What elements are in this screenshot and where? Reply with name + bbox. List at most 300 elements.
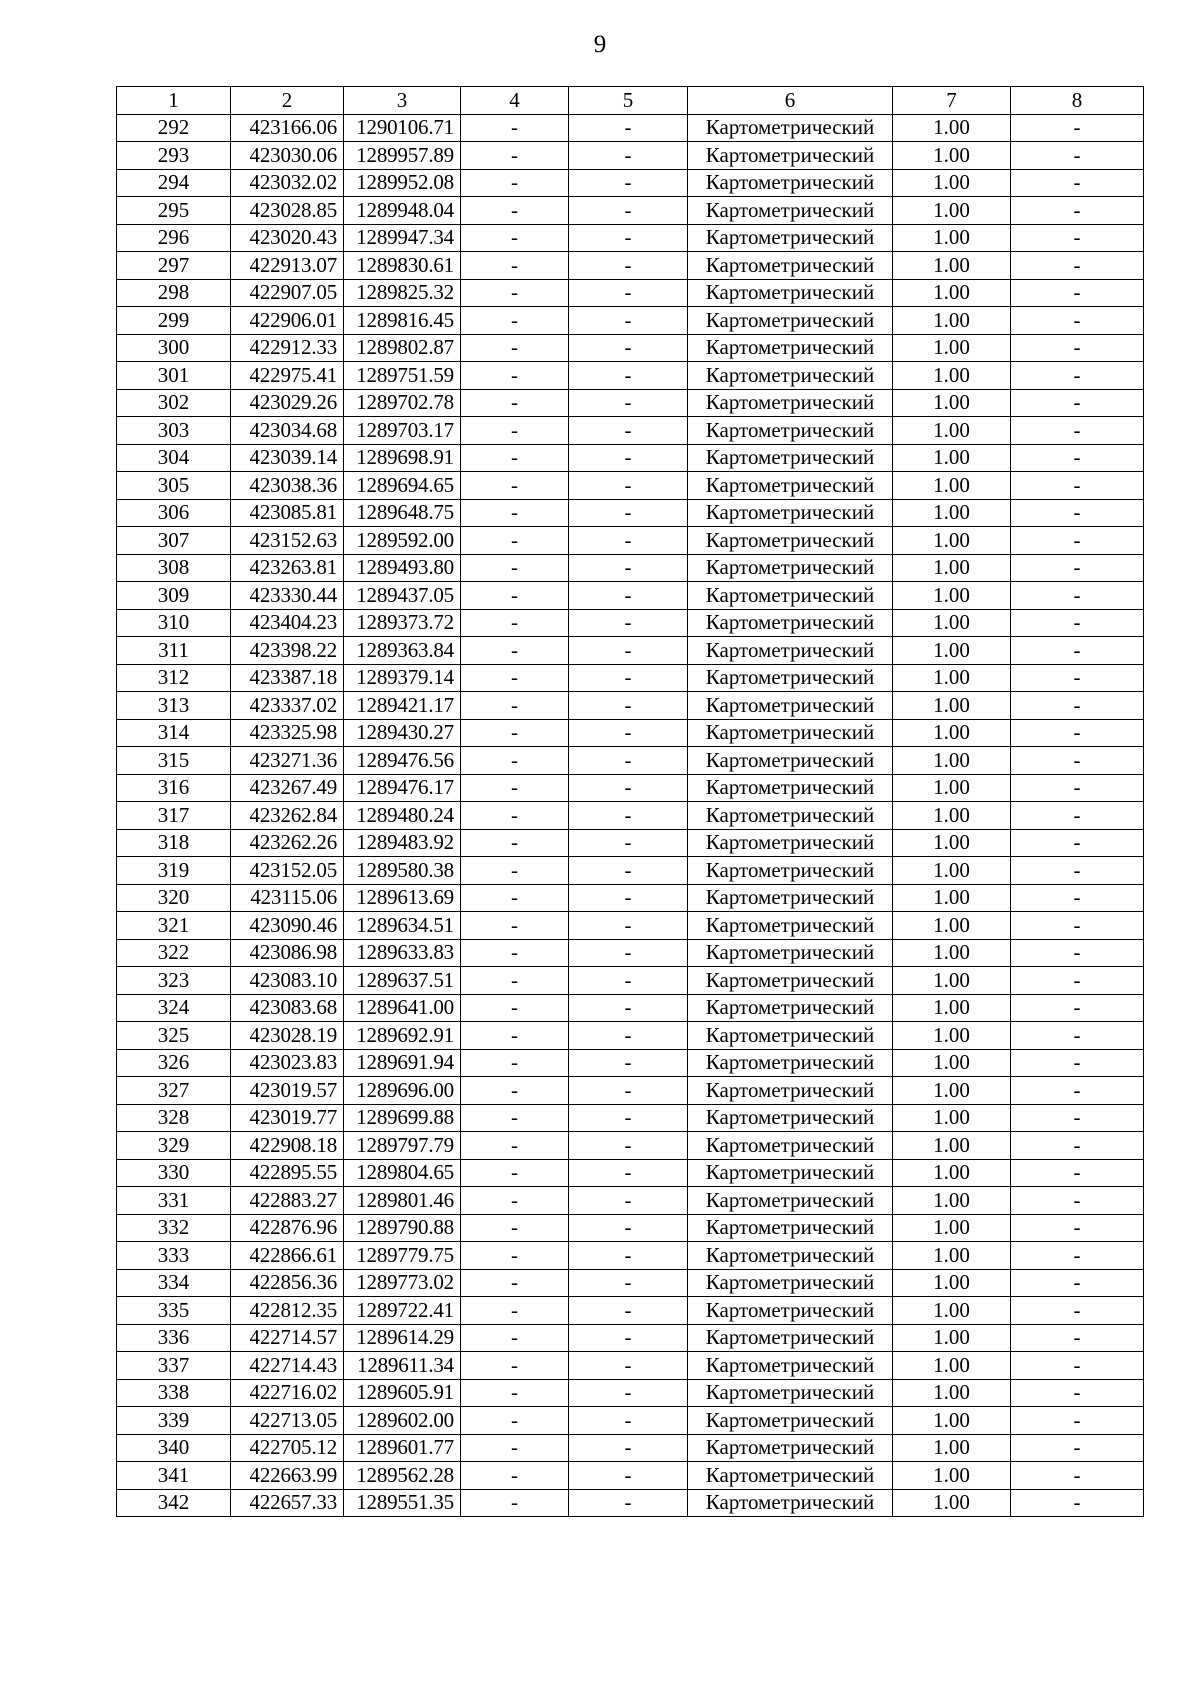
method-cell: Картометрический	[688, 334, 893, 362]
table-row	[117, 1187, 1144, 1215]
method-cell: Картометрический	[688, 857, 893, 885]
method-cell: Картометрический	[688, 637, 893, 665]
accuracy-cell: 1.00	[893, 1242, 1011, 1270]
col4-cell: -	[461, 1324, 569, 1352]
accuracy-cell: 1.00	[893, 774, 1011, 802]
col8-cell: -	[1011, 1077, 1144, 1105]
col8-cell: -	[1011, 1187, 1144, 1215]
col5-cell: -	[569, 857, 688, 885]
x-coordinate-cell: 422657.33	[231, 1489, 344, 1517]
x-coordinate-cell: 423330.44	[231, 582, 344, 610]
point-number-cell: 311	[117, 637, 231, 665]
col8-cell: -	[1011, 527, 1144, 555]
point-number-cell: 331	[117, 1187, 231, 1215]
col5-cell: -	[569, 252, 688, 280]
table-row	[117, 527, 1144, 555]
col4-cell: -	[461, 114, 569, 142]
x-coordinate-cell: 423034.68	[231, 417, 344, 445]
col5-cell: -	[569, 197, 688, 225]
table-row	[117, 802, 1144, 830]
accuracy-cell: 1.00	[893, 1379, 1011, 1407]
header-cell: 8	[1011, 87, 1144, 115]
x-coordinate-cell: 423019.77	[231, 1104, 344, 1132]
x-coordinate-cell: 423023.83	[231, 1049, 344, 1077]
y-coordinate-cell: 1289421.17	[344, 692, 461, 720]
col8-cell: -	[1011, 307, 1144, 335]
col8-cell: -	[1011, 334, 1144, 362]
method-cell: Картометрический	[688, 389, 893, 417]
table-row	[117, 1489, 1144, 1517]
col8-cell: -	[1011, 362, 1144, 390]
col8-cell: -	[1011, 197, 1144, 225]
table-row	[117, 334, 1144, 362]
point-number-cell: 314	[117, 719, 231, 747]
col5-cell: -	[569, 169, 688, 197]
col5-cell: -	[569, 719, 688, 747]
y-coordinate-cell: 1289613.69	[344, 884, 461, 912]
point-number-cell: 329	[117, 1132, 231, 1160]
x-coordinate-cell: 423029.26	[231, 389, 344, 417]
table-row	[117, 252, 1144, 280]
col5-cell: -	[569, 939, 688, 967]
point-number-cell: 330	[117, 1159, 231, 1187]
method-cell: Картометрический	[688, 1297, 893, 1325]
accuracy-cell: 1.00	[893, 1077, 1011, 1105]
x-coordinate-cell: 422866.61	[231, 1242, 344, 1270]
accuracy-cell: 1.00	[893, 527, 1011, 555]
y-coordinate-cell: 1289648.75	[344, 499, 461, 527]
y-coordinate-cell: 1289562.28	[344, 1462, 461, 1490]
col5-cell: -	[569, 307, 688, 335]
accuracy-cell: 1.00	[893, 444, 1011, 472]
accuracy-cell: 1.00	[893, 197, 1011, 225]
point-number-cell: 313	[117, 692, 231, 720]
accuracy-cell: 1.00	[893, 1132, 1011, 1160]
method-cell: Картометрический	[688, 362, 893, 390]
col4-cell: -	[461, 1379, 569, 1407]
header-cell: 5	[569, 87, 688, 115]
col8-cell: -	[1011, 1214, 1144, 1242]
col4-cell: -	[461, 967, 569, 995]
x-coordinate-cell: 422714.57	[231, 1324, 344, 1352]
point-number-cell: 292	[117, 114, 231, 142]
point-number-cell: 309	[117, 582, 231, 610]
col8-cell: -	[1011, 1352, 1144, 1380]
col5-cell: -	[569, 1297, 688, 1325]
method-cell: Картометрический	[688, 609, 893, 637]
method-cell: Картометрический	[688, 1214, 893, 1242]
col8-cell: -	[1011, 802, 1144, 830]
table-row	[117, 664, 1144, 692]
accuracy-cell: 1.00	[893, 1022, 1011, 1050]
x-coordinate-cell: 423030.06	[231, 142, 344, 170]
y-coordinate-cell: 1289602.00	[344, 1407, 461, 1435]
col4-cell: -	[461, 1049, 569, 1077]
x-coordinate-cell: 423152.05	[231, 857, 344, 885]
col8-cell: -	[1011, 747, 1144, 775]
table-row	[117, 609, 1144, 637]
method-cell: Картометрический	[688, 1022, 893, 1050]
col8-cell: -	[1011, 1242, 1144, 1270]
col5-cell: -	[569, 334, 688, 362]
point-number-cell: 337	[117, 1352, 231, 1380]
table-row	[117, 1022, 1144, 1050]
table-row	[117, 554, 1144, 582]
accuracy-cell: 1.00	[893, 114, 1011, 142]
y-coordinate-cell: 1289476.56	[344, 747, 461, 775]
col8-cell: -	[1011, 609, 1144, 637]
y-coordinate-cell: 1289804.65	[344, 1159, 461, 1187]
table-row	[117, 169, 1144, 197]
col4-cell: -	[461, 527, 569, 555]
accuracy-cell: 1.00	[893, 967, 1011, 995]
point-number-cell: 306	[117, 499, 231, 527]
y-coordinate-cell: 1289698.91	[344, 444, 461, 472]
x-coordinate-cell: 422908.18	[231, 1132, 344, 1160]
col5-cell: -	[569, 1132, 688, 1160]
method-cell: Картометрический	[688, 169, 893, 197]
method-cell: Картометрический	[688, 499, 893, 527]
col4-cell: -	[461, 334, 569, 362]
col5-cell: -	[569, 774, 688, 802]
y-coordinate-cell: 1289797.79	[344, 1132, 461, 1160]
col8-cell: -	[1011, 884, 1144, 912]
method-cell: Картометрический	[688, 912, 893, 940]
method-cell: Картометрический	[688, 1379, 893, 1407]
point-number-cell: 293	[117, 142, 231, 170]
method-cell: Картометрический	[688, 1187, 893, 1215]
accuracy-cell: 1.00	[893, 307, 1011, 335]
table-row	[117, 1297, 1144, 1325]
method-cell: Картометрический	[688, 1324, 893, 1352]
col8-cell: -	[1011, 169, 1144, 197]
x-coordinate-cell: 423271.36	[231, 747, 344, 775]
x-coordinate-cell: 422856.36	[231, 1269, 344, 1297]
col4-cell: -	[461, 1242, 569, 1270]
method-cell: Картометрический	[688, 472, 893, 500]
accuracy-cell: 1.00	[893, 1407, 1011, 1435]
point-number-cell: 294	[117, 169, 231, 197]
point-number-cell: 325	[117, 1022, 231, 1050]
col8-cell: -	[1011, 939, 1144, 967]
col8-cell: -	[1011, 472, 1144, 500]
col8-cell: -	[1011, 1159, 1144, 1187]
x-coordinate-cell: 422876.96	[231, 1214, 344, 1242]
col8-cell: -	[1011, 994, 1144, 1022]
accuracy-cell: 1.00	[893, 1049, 1011, 1077]
y-coordinate-cell: 1289373.72	[344, 609, 461, 637]
x-coordinate-cell: 422713.05	[231, 1407, 344, 1435]
method-cell: Картометрический	[688, 719, 893, 747]
col8-cell: -	[1011, 279, 1144, 307]
y-coordinate-cell: 1289614.29	[344, 1324, 461, 1352]
col8-cell: -	[1011, 389, 1144, 417]
col4-cell: -	[461, 802, 569, 830]
point-number-cell: 323	[117, 967, 231, 995]
method-cell: Картометрический	[688, 582, 893, 610]
col8-cell: -	[1011, 224, 1144, 252]
col5-cell: -	[569, 1214, 688, 1242]
col4-cell: -	[461, 582, 569, 610]
table-row	[117, 719, 1144, 747]
x-coordinate-cell: 423337.02	[231, 692, 344, 720]
x-coordinate-cell: 423115.06	[231, 884, 344, 912]
col5-cell: -	[569, 114, 688, 142]
accuracy-cell: 1.00	[893, 747, 1011, 775]
table-row	[117, 857, 1144, 885]
col5-cell: -	[569, 637, 688, 665]
accuracy-cell: 1.00	[893, 224, 1011, 252]
y-coordinate-cell: 1289947.34	[344, 224, 461, 252]
y-coordinate-cell: 1289816.45	[344, 307, 461, 335]
x-coordinate-cell: 423263.81	[231, 554, 344, 582]
point-number-cell: 321	[117, 912, 231, 940]
col5-cell: -	[569, 472, 688, 500]
point-number-cell: 322	[117, 939, 231, 967]
col5-cell: -	[569, 609, 688, 637]
col8-cell: -	[1011, 114, 1144, 142]
accuracy-cell: 1.00	[893, 884, 1011, 912]
method-cell: Картометрический	[688, 142, 893, 170]
col4-cell: -	[461, 857, 569, 885]
point-number-cell: 339	[117, 1407, 231, 1435]
x-coordinate-cell: 423152.63	[231, 527, 344, 555]
method-cell: Картометрический	[688, 224, 893, 252]
table-row	[117, 1214, 1144, 1242]
method-cell: Картометрический	[688, 1489, 893, 1517]
table-row	[117, 472, 1144, 500]
col5-cell: -	[569, 582, 688, 610]
table-row	[117, 1104, 1144, 1132]
table-row	[117, 1324, 1144, 1352]
point-number-cell: 317	[117, 802, 231, 830]
x-coordinate-cell: 423032.02	[231, 169, 344, 197]
x-coordinate-cell: 423020.43	[231, 224, 344, 252]
accuracy-cell: 1.00	[893, 994, 1011, 1022]
col4-cell: -	[461, 829, 569, 857]
y-coordinate-cell: 1289633.83	[344, 939, 461, 967]
table-row	[117, 1269, 1144, 1297]
accuracy-cell: 1.00	[893, 1324, 1011, 1352]
accuracy-cell: 1.00	[893, 1159, 1011, 1187]
col4-cell: -	[461, 169, 569, 197]
table-row	[117, 884, 1144, 912]
col4-cell: -	[461, 307, 569, 335]
col4-cell: -	[461, 417, 569, 445]
y-coordinate-cell: 1289605.91	[344, 1379, 461, 1407]
y-coordinate-cell: 1289773.02	[344, 1269, 461, 1297]
table-row	[117, 197, 1144, 225]
col4-cell: -	[461, 884, 569, 912]
y-coordinate-cell: 1289480.24	[344, 802, 461, 830]
y-coordinate-cell: 1289802.87	[344, 334, 461, 362]
point-number-cell: 298	[117, 279, 231, 307]
x-coordinate-cell: 423086.98	[231, 939, 344, 967]
method-cell: Картометрический	[688, 197, 893, 225]
col8-cell: -	[1011, 912, 1144, 940]
x-coordinate-cell: 423085.81	[231, 499, 344, 527]
table-row	[117, 1077, 1144, 1105]
x-coordinate-cell: 422705.12	[231, 1434, 344, 1462]
col5-cell: -	[569, 884, 688, 912]
col4-cell: -	[461, 499, 569, 527]
col4-cell: -	[461, 252, 569, 280]
col8-cell: -	[1011, 252, 1144, 280]
col4-cell: -	[461, 362, 569, 390]
x-coordinate-cell: 422714.43	[231, 1352, 344, 1380]
col5-cell: -	[569, 829, 688, 857]
table-row	[117, 389, 1144, 417]
col5-cell: -	[569, 1407, 688, 1435]
y-coordinate-cell: 1289483.92	[344, 829, 461, 857]
point-number-cell: 333	[117, 1242, 231, 1270]
table-row	[117, 1132, 1144, 1160]
col4-cell: -	[461, 1407, 569, 1435]
col5-cell: -	[569, 1434, 688, 1462]
y-coordinate-cell: 1289694.65	[344, 472, 461, 500]
col5-cell: -	[569, 912, 688, 940]
method-cell: Картометрический	[688, 417, 893, 445]
col5-cell: -	[569, 499, 688, 527]
col8-cell: -	[1011, 1104, 1144, 1132]
col5-cell: -	[569, 1324, 688, 1352]
point-number-cell: 340	[117, 1434, 231, 1462]
y-coordinate-cell: 1289948.04	[344, 197, 461, 225]
x-coordinate-cell: 423262.26	[231, 829, 344, 857]
method-cell: Картометрический	[688, 692, 893, 720]
table-row	[117, 692, 1144, 720]
x-coordinate-cell: 422913.07	[231, 252, 344, 280]
method-cell: Картометрический	[688, 939, 893, 967]
accuracy-cell: 1.00	[893, 1104, 1011, 1132]
point-number-cell: 312	[117, 664, 231, 692]
col4-cell: -	[461, 1022, 569, 1050]
accuracy-cell: 1.00	[893, 637, 1011, 665]
x-coordinate-cell: 423325.98	[231, 719, 344, 747]
col8-cell: -	[1011, 664, 1144, 692]
point-number-cell: 338	[117, 1379, 231, 1407]
point-number-cell: 334	[117, 1269, 231, 1297]
method-cell: Картометрический	[688, 279, 893, 307]
table-header-row	[117, 87, 1144, 115]
method-cell: Картометрический	[688, 967, 893, 995]
col4-cell: -	[461, 1159, 569, 1187]
accuracy-cell: 1.00	[893, 719, 1011, 747]
col5-cell: -	[569, 224, 688, 252]
col4-cell: -	[461, 692, 569, 720]
accuracy-cell: 1.00	[893, 169, 1011, 197]
col4-cell: -	[461, 994, 569, 1022]
point-number-cell: 304	[117, 444, 231, 472]
table-body	[117, 87, 1144, 1517]
table-row	[117, 499, 1144, 527]
point-number-cell: 316	[117, 774, 231, 802]
col5-cell: -	[569, 554, 688, 582]
page-number: 9	[593, 31, 607, 58]
point-number-cell: 336	[117, 1324, 231, 1352]
col8-cell: -	[1011, 1324, 1144, 1352]
x-coordinate-cell: 423039.14	[231, 444, 344, 472]
col8-cell: -	[1011, 1434, 1144, 1462]
x-coordinate-cell: 422907.05	[231, 279, 344, 307]
table-row	[117, 1352, 1144, 1380]
col4-cell: -	[461, 1297, 569, 1325]
y-coordinate-cell: 1289691.94	[344, 1049, 461, 1077]
table-row	[117, 1462, 1144, 1490]
y-coordinate-cell: 1289696.00	[344, 1077, 461, 1105]
x-coordinate-cell: 423398.22	[231, 637, 344, 665]
col4-cell: -	[461, 1462, 569, 1490]
col5-cell: -	[569, 362, 688, 390]
col5-cell: -	[569, 664, 688, 692]
accuracy-cell: 1.00	[893, 1187, 1011, 1215]
col4-cell: -	[461, 1269, 569, 1297]
col5-cell: -	[569, 1159, 688, 1187]
accuracy-cell: 1.00	[893, 1269, 1011, 1297]
method-cell: Картометрический	[688, 1269, 893, 1297]
table-row	[117, 994, 1144, 1022]
accuracy-cell: 1.00	[893, 609, 1011, 637]
y-coordinate-cell: 1289551.35	[344, 1489, 461, 1517]
method-cell: Картометрический	[688, 1159, 893, 1187]
method-cell: Картометрический	[688, 444, 893, 472]
col8-cell: -	[1011, 719, 1144, 747]
accuracy-cell: 1.00	[893, 554, 1011, 582]
method-cell: Картометрический	[688, 747, 893, 775]
y-coordinate-cell: 1289379.14	[344, 664, 461, 692]
accuracy-cell: 1.00	[893, 802, 1011, 830]
col4-cell: -	[461, 1434, 569, 1462]
col4-cell: -	[461, 444, 569, 472]
method-cell: Картометрический	[688, 994, 893, 1022]
accuracy-cell: 1.00	[893, 499, 1011, 527]
header-cell: 2	[231, 87, 344, 115]
table-row	[117, 637, 1144, 665]
point-number-cell: 341	[117, 1462, 231, 1490]
col8-cell: -	[1011, 967, 1144, 995]
method-cell: Картометрический	[688, 527, 893, 555]
table-row	[117, 1434, 1144, 1462]
accuracy-cell: 1.00	[893, 1489, 1011, 1517]
col4-cell: -	[461, 1187, 569, 1215]
accuracy-cell: 1.00	[893, 829, 1011, 857]
col4-cell: -	[461, 142, 569, 170]
x-coordinate-cell: 423090.46	[231, 912, 344, 940]
col5-cell: -	[569, 802, 688, 830]
method-cell: Картометрический	[688, 1407, 893, 1435]
col4-cell: -	[461, 224, 569, 252]
table-row	[117, 829, 1144, 857]
method-cell: Картометрический	[688, 114, 893, 142]
point-number-cell: 302	[117, 389, 231, 417]
col8-cell: -	[1011, 1379, 1144, 1407]
y-coordinate-cell: 1289722.41	[344, 1297, 461, 1325]
method-cell: Картометрический	[688, 884, 893, 912]
col5-cell: -	[569, 1077, 688, 1105]
method-cell: Картометрический	[688, 1434, 893, 1462]
header-cell: 7	[893, 87, 1011, 115]
accuracy-cell: 1.00	[893, 664, 1011, 692]
col4-cell: -	[461, 472, 569, 500]
accuracy-cell: 1.00	[893, 389, 1011, 417]
accuracy-cell: 1.00	[893, 1297, 1011, 1325]
col8-cell: -	[1011, 444, 1144, 472]
col4-cell: -	[461, 1214, 569, 1242]
method-cell: Картометрический	[688, 829, 893, 857]
y-coordinate-cell: 1289830.61	[344, 252, 461, 280]
col5-cell: -	[569, 1462, 688, 1490]
header-cell: 6	[688, 87, 893, 115]
